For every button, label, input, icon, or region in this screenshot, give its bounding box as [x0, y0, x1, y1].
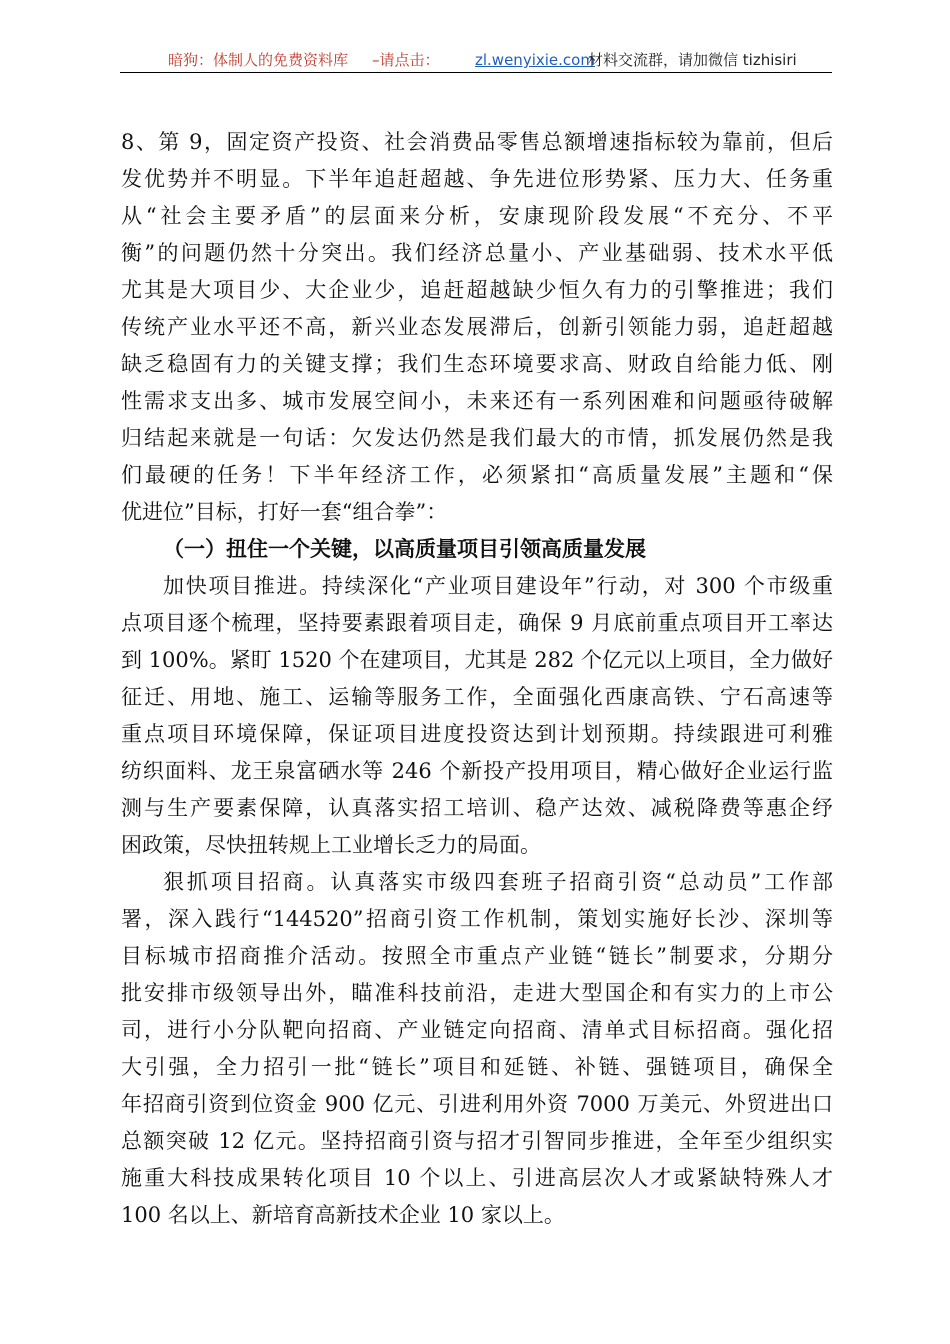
text-line: 衡”的问题仍然十分突出。我们经济总量小、产业基础弱、技术水平低: [121, 241, 833, 265]
text-line: 传统产业水平还不高，新兴业态发展滞后，创新引领能力弱，追赶超越: [121, 315, 833, 339]
text-line: 归结起来就是一句话：欠发达仍然是我们最大的市情，抓发展仍然是我: [121, 426, 833, 450]
text-line: 从“社会主要矛盾”的层面来分析，安康现阶段发展“不充分、不平: [121, 204, 833, 228]
text-line: 性需求支出多、城市发展空间小，未来还有一系列困难和问题亟待破解: [121, 389, 833, 413]
text-line: 重点项目环境保障，保证项目进度投资达到计划预期。持续跟进可利雅: [121, 722, 833, 746]
header-divider: [120, 72, 832, 73]
text-line: 狠抓项目招商。认真落实市级四套班子招商引资“总动员”工作部: [163, 870, 833, 894]
text-line: 缺乏稳固有力的关键支撑；我们生态环境要求高、财政自给能力低、刚: [121, 352, 833, 376]
text-line: 征迁、用地、施工、运输等服务工作，全面强化西康高铁、宁石高速等: [121, 685, 833, 709]
text-line: 困政策，尽快扭转规上工业增长乏力的局面。: [121, 833, 541, 857]
text-line: 到 100%。紧盯 1520 个在建项目，尤其是 282 个亿元以上项目，全力做好: [121, 648, 833, 672]
text-line: 点项目逐个梳理，坚持要素跟着项目走，确保 9 月底前重点项目开工率达: [121, 611, 833, 635]
text-line: 司，进行小分队靶向招商、产业链定向招商、清单式目标招商。强化招: [121, 1018, 833, 1042]
text-line: 8、第 9，固定资产投资、社会消费品零售总额增速指标较为靠前，但后: [121, 130, 833, 154]
text-line: 署，深入践行“144520”招商引资工作机制，策划实施好长沙、深圳等: [121, 907, 833, 931]
text-line: 100 名以上、新培育高新技术企业 10 家以上。: [121, 1203, 565, 1227]
header-link[interactable]: zl.wenyixie.com: [475, 51, 595, 69]
header-note: 材料交流群，请加微信 tizhisiri: [588, 51, 797, 69]
text-line: 测与生产要素保障，认真落实招工培训、稳产达效、减税降费等惠企纾: [121, 796, 833, 820]
text-line: 优进位”目标，打好一套“组合拳”：: [121, 500, 448, 524]
text-line: 批安排市级领导出外，瞄准科技前沿，走进大型国企和有实力的上市公: [121, 981, 833, 1005]
text-line: 施重大科技成果转化项目 10 个以上、引进高层次人才或紧缺特殊人才: [121, 1166, 833, 1190]
paragraph-3: [121, 864, 833, 1234]
paragraph-1: [121, 124, 833, 531]
text-line: 大引强，全力招引一批“链长”项目和延链、补链、强链项目，确保全: [121, 1055, 833, 1079]
text-line: 加快项目推进。持续深化“产业项目建设年”行动，对 300 个市级重: [163, 574, 833, 598]
section-heading: （一）扭住一个关键，以高质量项目引领高质量发展: [163, 537, 646, 561]
page-header: [0, 48, 950, 72]
text-line: 们最硬的任务！下半年经济工作，必须紧扣“高质量发展”主题和“保: [121, 463, 833, 487]
paragraph-2: [121, 568, 833, 864]
text-line: 尤其是大项目少、大企业少，追赶超越缺少恒久有力的引擎推进；我们: [121, 278, 833, 302]
text-line: 目标城市招商推介活动。按照全市重点产业链“链长”制要求，分期分: [121, 944, 833, 968]
text-line: 年招商引资到位资金 900 亿元、引进利用外资 7000 万美元、外贸进出口: [121, 1092, 833, 1116]
document-body: [121, 124, 833, 1234]
header-brand: 暗狗：体制人的免费资料库: [168, 51, 349, 69]
text-line: 总额突破 12 亿元。坚持招商引资与招才引智同步推进，全年至少组织实: [121, 1129, 833, 1153]
text-line: 纺织面料、龙王泉富硒水等 246 个新投产投用项目，精心做好企业运行监: [121, 759, 833, 783]
text-line: 发优势并不明显。下半年追赶超越、争先进位形势紧、压力大、任务重: [121, 167, 833, 191]
header-prompt: –请点击：: [372, 51, 440, 69]
